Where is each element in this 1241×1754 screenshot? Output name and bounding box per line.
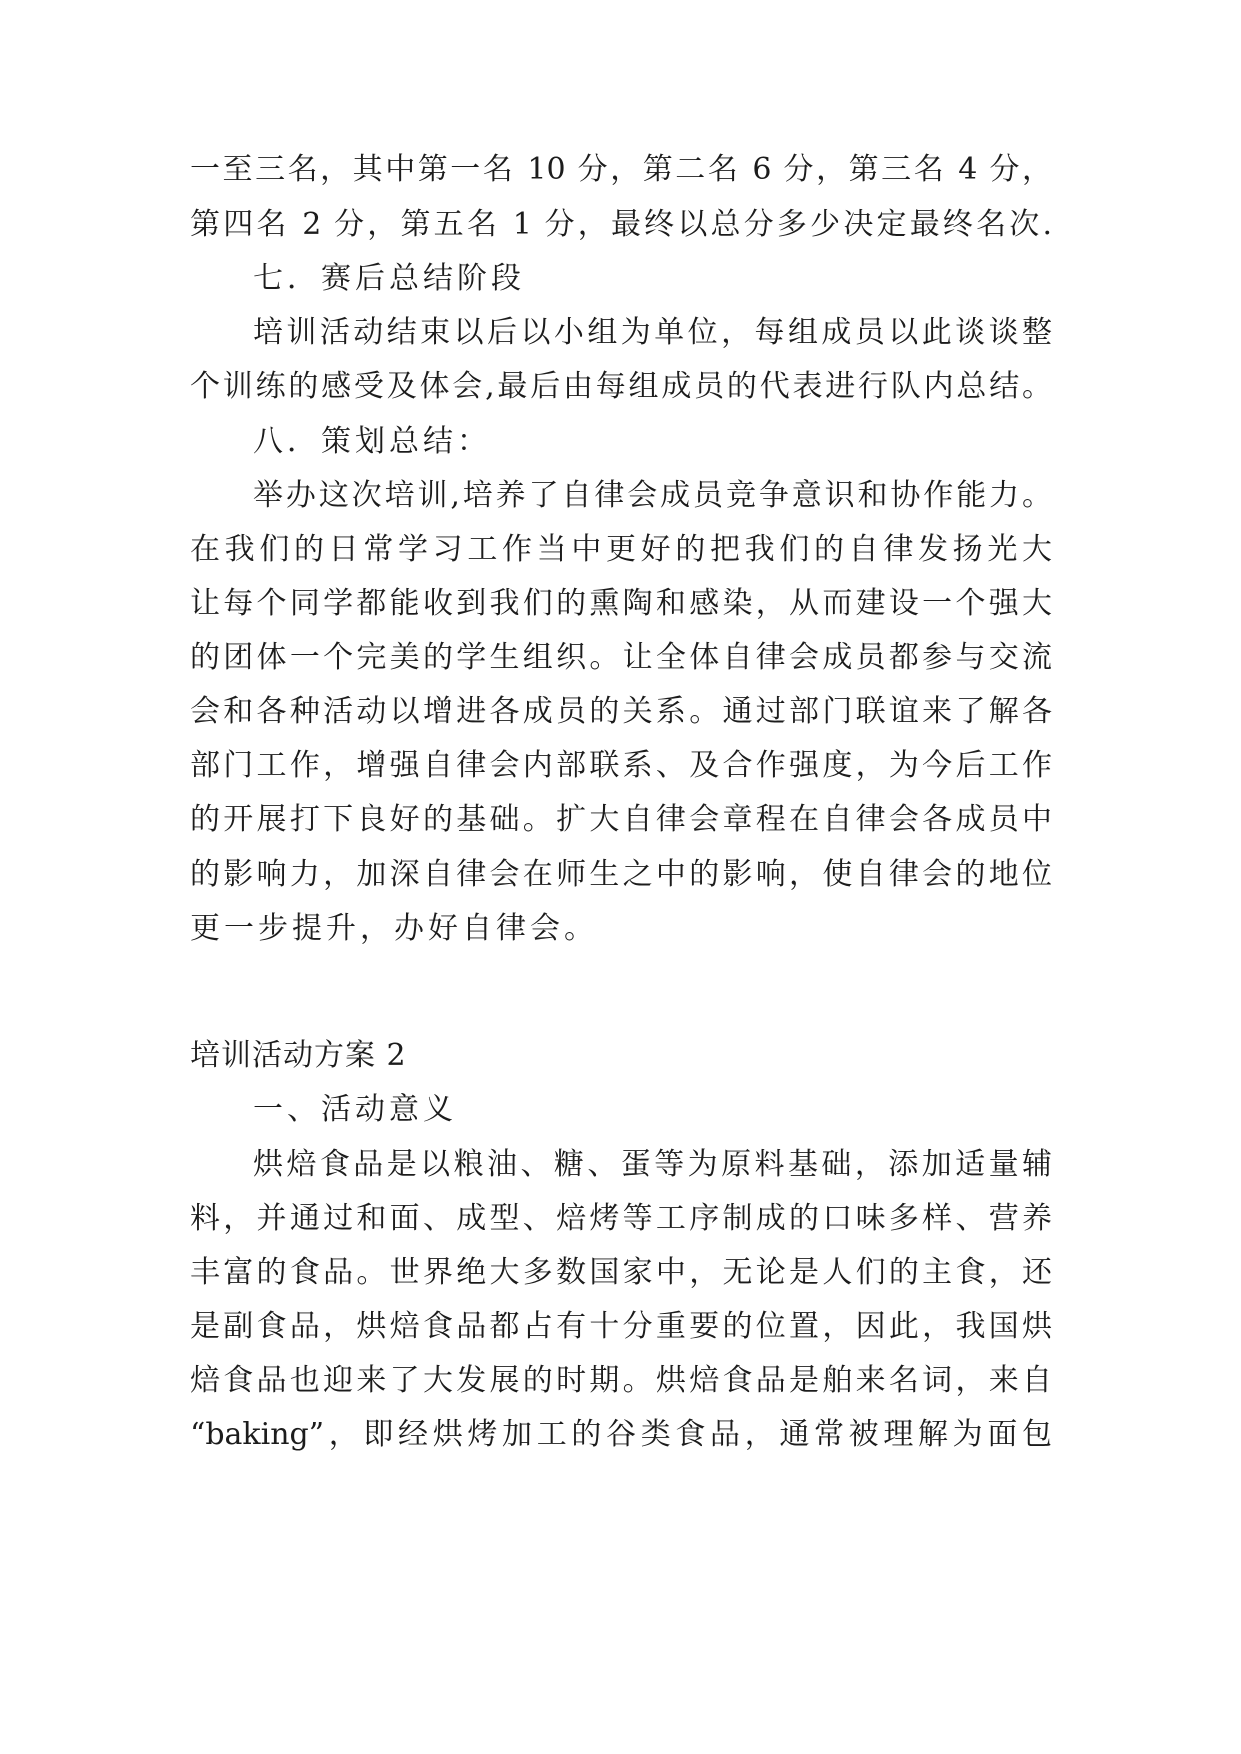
body-text-line: 第四名 2 分，第五名 1 分，最终以总分多少决定最终名次. — [190, 207, 1052, 242]
body-text-line: 在我们的日常学习工作当中更好的把我们的自律发扬光大 — [190, 532, 1052, 567]
section-heading-8: 八．策划总结： — [253, 424, 491, 459]
body-text-line: 会和各种活动以增进各成员的关系。通过部门联谊来了解各 — [190, 694, 1052, 729]
body-text-line: 的影响力，加深自律会在师生之中的影响，使自律会的地位 — [190, 857, 1052, 892]
body-text-line: 部门工作，增强自律会内部联系、及合作强度，为今后工作 — [190, 748, 1052, 783]
body-text-line: 培训活动结束以后以小组为单位，每组成员以此谈谈整 — [253, 315, 1052, 350]
body-text-line: 更一步提升，办好自律会。 — [190, 911, 598, 946]
section-heading-7: 七．赛后总结阶段 — [253, 261, 525, 296]
body-text-line: 让每个同学都能收到我们的熏陶和感染，从而建设一个强大 — [190, 586, 1052, 621]
body-text-line: 烘焙食品是以粮油、糖、蛋等为原料基础，添加适量辅 — [253, 1147, 1052, 1182]
section-heading-1: 一、活动意义 — [253, 1092, 457, 1127]
body-text-line: 的开展打下良好的基础。扩大自律会章程在自律会各成员中 — [190, 802, 1052, 837]
body-text-line: “baking”，即经烘烤加工的谷类食品，通常被理解为面包 — [190, 1417, 1052, 1452]
body-text-line: 个训练的感受及体会,最后由每组成员的代表进行队内总结。 — [190, 369, 1052, 404]
document-title: 培训活动方案 2 — [190, 1038, 407, 1073]
body-text-line: 丰富的食品。世界绝大多数国家中，无论是人们的主食，还 — [190, 1255, 1052, 1290]
body-text-line: 的团体一个完美的学生组织。让全体自律会成员都参与交流 — [190, 640, 1052, 675]
body-text-line: 焙食品也迎来了大发展的时期。烘焙食品是舶来名词，来自 — [190, 1363, 1052, 1398]
body-text-line: 举办这次培训,培养了自律会成员竞争意识和协作能力。 — [253, 478, 1052, 513]
body-text-line: 一至三名，其中第一名 10 分，第二名 6 分，第三名 4 分， — [190, 152, 1052, 187]
body-text-line: 料，并通过和面、成型、焙烤等工序制成的口味多样、营养 — [190, 1201, 1052, 1236]
body-text-line: 是副食品，烘焙食品都占有十分重要的位置，因此，我国烘 — [190, 1309, 1052, 1344]
